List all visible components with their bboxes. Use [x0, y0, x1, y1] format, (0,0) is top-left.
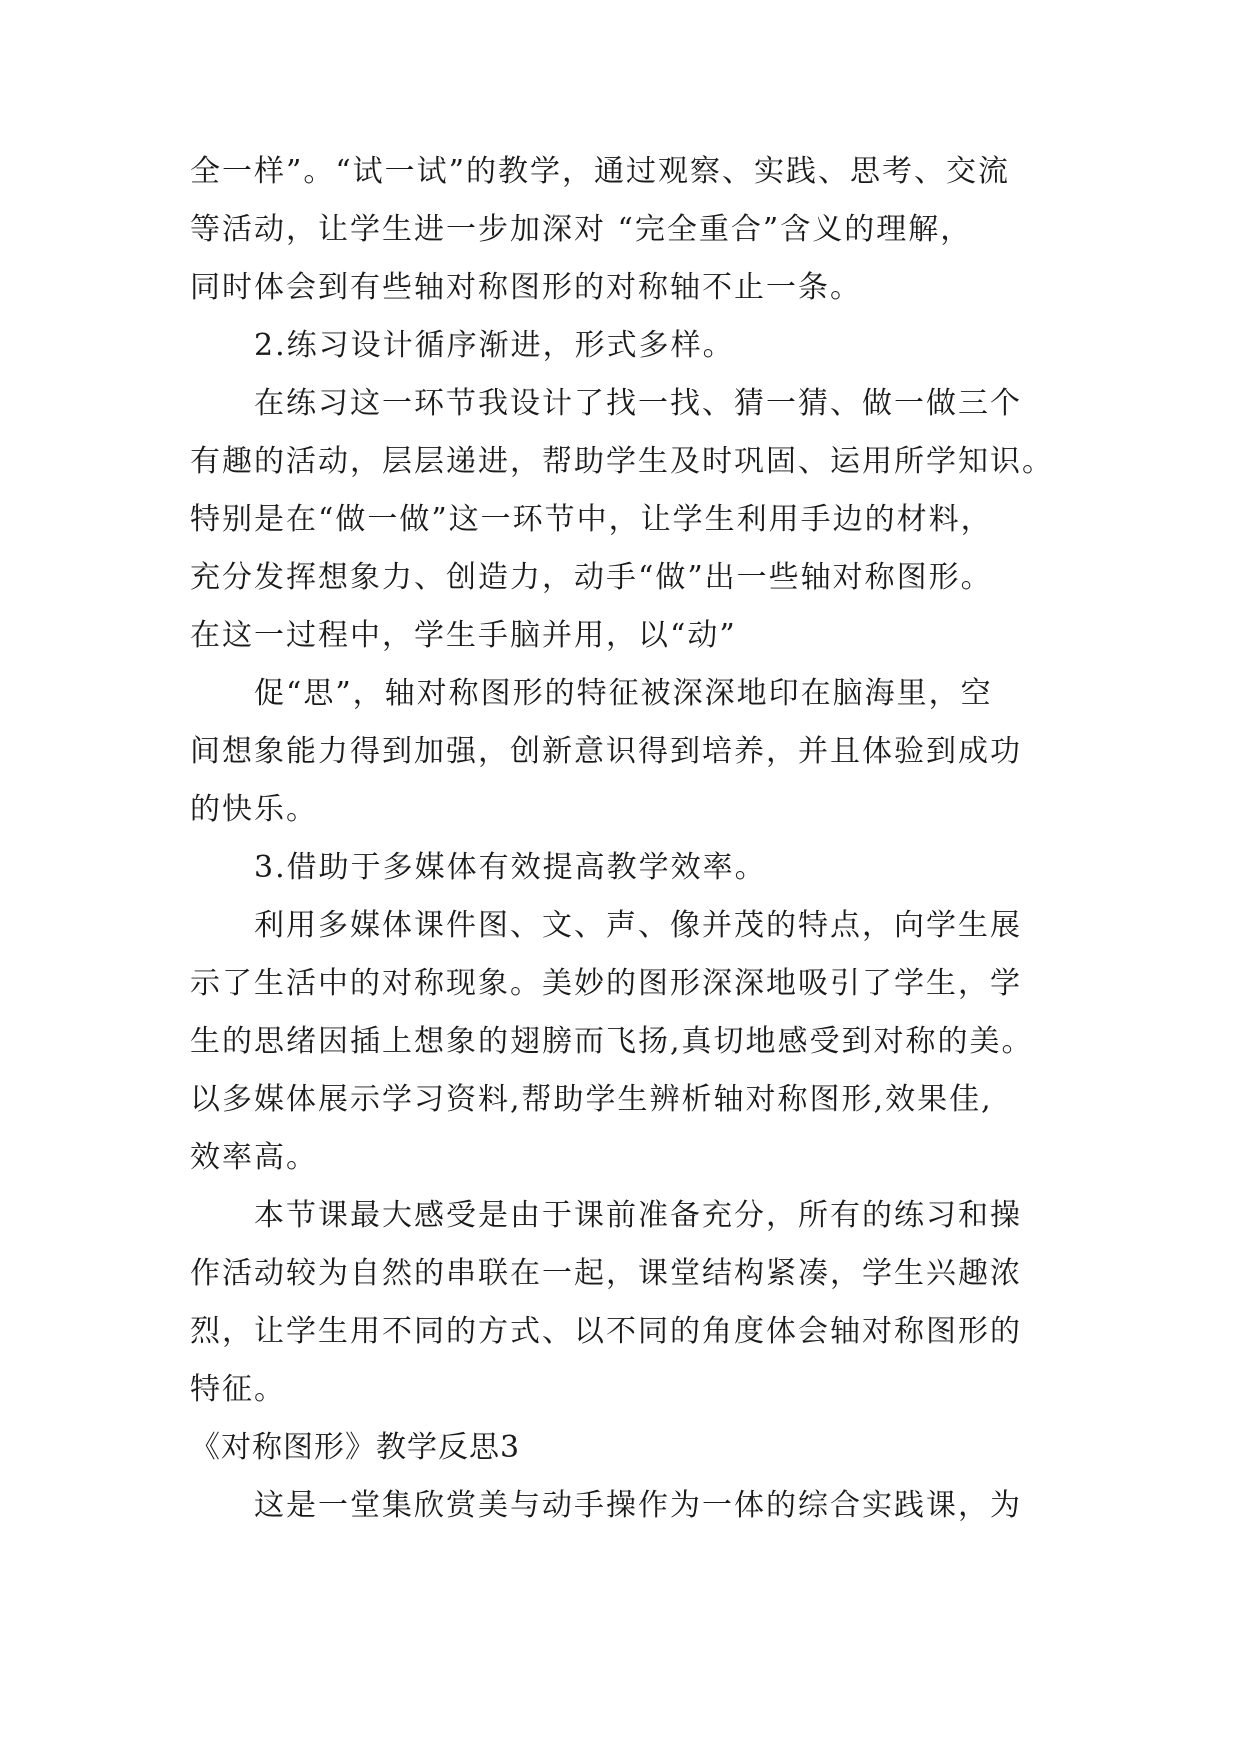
paragraph-start: 利用多媒体课件图、文、声、像并茂的特点，向学生展	[254, 908, 1022, 943]
text-line: 充分发挥想象力、创造力，动手“做”出一些轴对称图形。	[190, 560, 993, 595]
list-item-heading: 2.练习设计循序渐进，形式多样。	[254, 328, 735, 363]
text-line: 效率高。	[190, 1140, 318, 1175]
text-line: 的快乐。	[190, 792, 318, 827]
text-line: 同时体会到有些轴对称图形的对称轴不止一条。	[190, 270, 862, 305]
paragraph-start: 促“思”，轴对称图形的特征被深深地印在脑海里，空	[254, 676, 993, 711]
paragraph-start: 在练习这一环节我设计了找一找、猜一猜、做一做三个	[254, 386, 1022, 421]
text-line: 烈，让学生用不同的方式、以不同的角度体会轴对称图形的	[190, 1314, 1022, 1349]
text-line: 示了生活中的对称现象。美妙的图形深深地吸引了学生，学	[190, 966, 1022, 1001]
text-line: 在这一过程中，学生手脑并用，以“动”	[190, 618, 737, 653]
paragraph-start: 这是一堂集欣赏美与动手操作为一体的综合实践课，为	[254, 1488, 1022, 1523]
text-line: 特别是在“做一做”这一环节中，让学生利用手边的材料，	[190, 502, 993, 537]
text-line: 等活动，让学生进一步加深对 “完全重合”含义的理解，	[190, 212, 973, 247]
text-line: 间想象能力得到加强，创新意识得到培养，并且体验到成功	[190, 734, 1022, 769]
paragraph-start: 本节课最大感受是由于课前准备充分，所有的练习和操	[254, 1198, 1022, 1233]
list-item-heading: 3.借助于多媒体有效提高教学效率。	[254, 850, 767, 885]
text-line: 特征。	[190, 1372, 286, 1407]
text-line: 有趣的活动，层层递进，帮助学生及时巩固、运用所学知识。	[190, 444, 1054, 479]
text-line: 以多媒体展示学习资料,帮助学生辨析轴对称图形,效果佳,	[190, 1082, 993, 1117]
text-line: 作活动较为自然的串联在一起，课堂结构紧凑，学生兴趣浓	[190, 1256, 1022, 1291]
text-line: 全一样”。“试一试”的教学，通过观察、实践、思考、交流	[190, 154, 1011, 189]
section-title: 《对称图形》教学反思3	[190, 1430, 521, 1465]
text-line: 生的思绪因插上想象的翅膀而飞扬,真切地感受到对称的美。	[190, 1024, 1034, 1059]
